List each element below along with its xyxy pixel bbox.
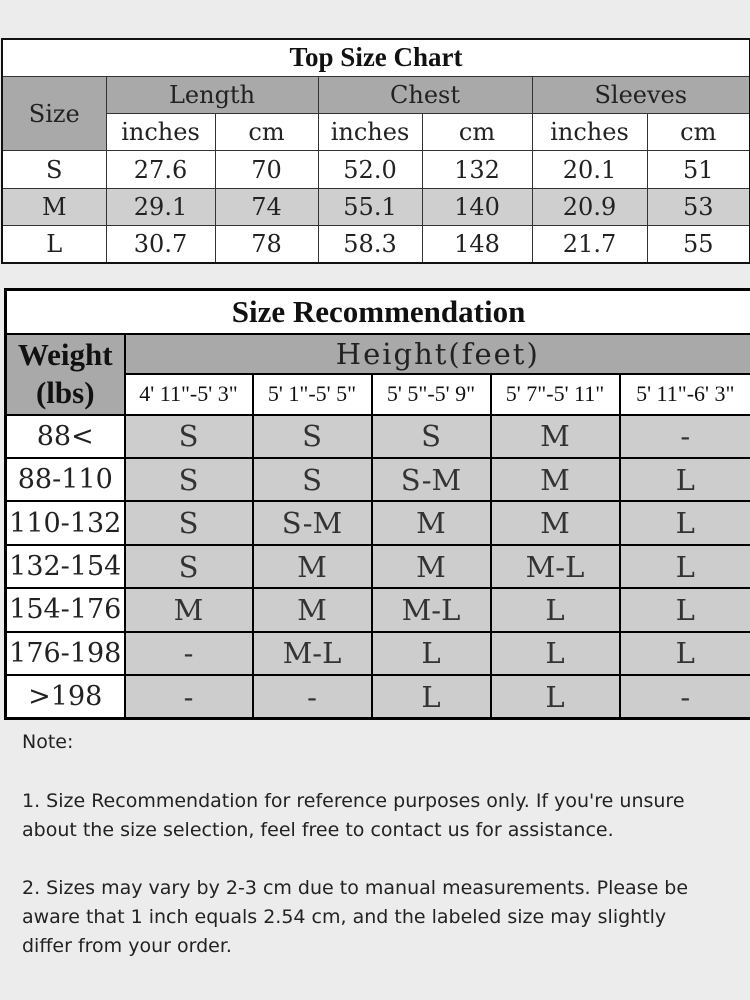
recommended-size-cell: M	[253, 545, 372, 588]
recommended-size-cell: L	[491, 588, 620, 631]
measurement-cell: 30.7	[106, 226, 215, 263]
table-row	[2, 188, 750, 225]
table-row	[6, 632, 750, 675]
unit-header: inches	[532, 114, 647, 151]
recommended-size-cell: M-L	[372, 588, 491, 631]
height-range-header: 5' 1"-5' 5"	[253, 374, 372, 414]
recommended-size-cell: -	[125, 675, 253, 719]
unit-header: cm	[647, 114, 750, 151]
top-chart-title: Top Size Chart	[2, 39, 750, 76]
unit-header: cm	[422, 114, 532, 151]
size-label: L	[2, 226, 106, 263]
measurement-cell: 53	[647, 188, 750, 225]
table-row	[6, 501, 750, 544]
weight-range-label: 132-154	[6, 545, 125, 588]
size-header: Size	[2, 76, 106, 151]
measurement-cell: 58.3	[318, 226, 422, 263]
height-range-header: 4' 11"-5' 3"	[125, 374, 253, 414]
sleeves-header: Sleeves	[532, 76, 750, 113]
recommended-size-cell: S	[372, 415, 491, 458]
measurement-cell: 51	[647, 151, 750, 188]
length-header: Length	[106, 76, 318, 113]
recommended-size-cell: M	[253, 588, 372, 631]
measurement-cell: 29.1	[106, 188, 215, 225]
recommended-size-cell: L	[620, 501, 750, 544]
recommended-size-cell: S	[253, 415, 372, 458]
unit-header: inches	[106, 114, 215, 151]
recommended-size-cell: M	[125, 588, 253, 631]
recommended-size-cell: M	[372, 545, 491, 588]
recommended-size-cell: L	[620, 458, 750, 501]
recommended-size-cell: S-M	[253, 501, 372, 544]
weight-range-label: >198	[6, 675, 125, 719]
recommended-size-cell: -	[125, 632, 253, 675]
recommendation-title: Size Recommendation	[6, 290, 750, 334]
recommended-size-cell: L	[620, 588, 750, 631]
chest-header: Chest	[318, 76, 532, 113]
recommended-size-cell: M	[491, 501, 620, 544]
weight-range-label: 176-198	[6, 632, 125, 675]
recommended-size-cell: M-L	[253, 632, 372, 675]
measurement-cell: 21.7	[532, 226, 647, 263]
measurement-cell: 78	[215, 226, 318, 263]
recommended-size-cell: L	[491, 675, 620, 719]
top-size-chart	[1, 38, 750, 264]
recommended-size-cell: L	[620, 545, 750, 588]
table-row	[2, 226, 750, 263]
height-header: Height(feet)	[125, 334, 750, 374]
recommended-size-cell: M	[372, 501, 491, 544]
height-range-header: 5' 7"-5' 11"	[491, 374, 620, 414]
height-range-header: 5' 11"-6' 3"	[620, 374, 750, 414]
recommended-size-cell: S	[253, 458, 372, 501]
size-recommendation-table	[4, 288, 750, 720]
table-row	[6, 415, 750, 458]
weight-range-label: 88<	[6, 415, 125, 458]
measurement-cell: 148	[422, 226, 532, 263]
measurement-cell: 27.6	[106, 151, 215, 188]
recommended-size-cell: S	[125, 501, 253, 544]
size-label: M	[2, 188, 106, 225]
measurement-cell: 20.1	[532, 151, 647, 188]
recommended-size-cell: M-L	[491, 545, 620, 588]
weight-range-label: 88-110	[6, 458, 125, 501]
measurement-cell: 52.0	[318, 151, 422, 188]
weight-range-label: 110-132	[6, 501, 125, 544]
table-row	[6, 588, 750, 631]
table-row	[6, 458, 750, 501]
notes-section	[22, 728, 722, 961]
measurement-cell: 55.1	[318, 188, 422, 225]
recommended-size-cell: M	[491, 415, 620, 458]
recommended-size-cell: -	[620, 675, 750, 719]
recommended-size-cell: -	[253, 675, 372, 719]
measurement-cell: 20.9	[532, 188, 647, 225]
measurement-cell: 55	[647, 226, 750, 263]
weight-range-label: 154-176	[6, 588, 125, 631]
weight-header: Weight (lbs)	[6, 334, 125, 415]
table-row	[2, 151, 750, 188]
measurement-cell: 132	[422, 151, 532, 188]
recommended-size-cell: L	[491, 632, 620, 675]
measurement-cell: 74	[215, 188, 318, 225]
table-row	[6, 675, 750, 719]
note-item: 1. Size Recommendation for reference purposes only. If you're unsure about the size selection, feel free to contact us for assistance.	[22, 790, 685, 841]
unit-header: inches	[318, 114, 422, 151]
measurement-cell: 70	[215, 151, 318, 188]
measurement-cell: 140	[422, 188, 532, 225]
recommended-size-cell: S	[125, 545, 253, 588]
recommended-size-cell: S	[125, 415, 253, 458]
recommended-size-cell: L	[372, 632, 491, 675]
recommended-size-cell: M	[491, 458, 620, 501]
height-range-header: 5' 5"-5' 9"	[372, 374, 491, 414]
size-label: S	[2, 151, 106, 188]
note-item: 2. Sizes may vary by 2-3 cm due to manual measurements. Please be aware that 1 inch equals 2.54 cm, and the labeled size may slightly differ from your order.	[22, 877, 689, 957]
recommended-size-cell: S-M	[372, 458, 491, 501]
table-row	[6, 545, 750, 588]
recommended-size-cell: L	[372, 675, 491, 719]
note-heading: Note:	[22, 731, 74, 753]
recommended-size-cell: -	[620, 415, 750, 458]
recommended-size-cell: S	[125, 458, 253, 501]
unit-header: cm	[215, 114, 318, 151]
recommended-size-cell: L	[620, 632, 750, 675]
